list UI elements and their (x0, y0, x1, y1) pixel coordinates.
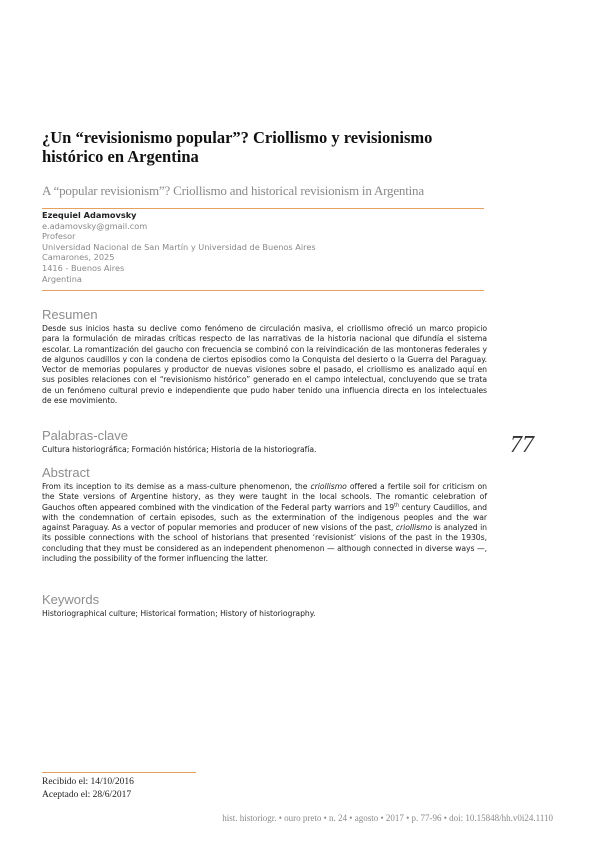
footer-divider (42, 772, 196, 773)
abstract-heading: Abstract (42, 465, 90, 480)
palabras-clave-heading: Palabras-clave (42, 428, 128, 443)
abstract-text (42, 482, 487, 564)
article-title: ¿Un “revisionismo popular”? Criollismo y revisionismo histórico en Argentina (42, 128, 433, 166)
abstract-term-criollismo-1: criollismo (310, 482, 347, 491)
author-name: Ezequiel Adamovsky (42, 210, 137, 220)
author-email[interactable]: e.adamovsky@gmail.com (42, 220, 148, 231)
palabras-clave-text: Cultura historiográfica; Formación histórica; Historia de la historiografía. (42, 445, 317, 454)
keywords-section (42, 593, 487, 619)
submission-dates (42, 776, 242, 802)
resumen-text: Desde sus inicios hasta su declive como fenómeno de circulación masiva, el criollismo ofreció un marco propicio para la formulación de miradas críticas respecto de las narrativas de la historia nacional que difundía el sistema escolar. La romantización del gaucho con frecuencia se combinó con la reivindicación de las montoneras federales y de algunos caudillos y con la condena de ciertos episodios como la Conquista del desierto o la Guerra del Paraguay. Vector de memorias populares y productor de nuevas visiones sobre el pasado, el criollismo es analizado aquí en sus posibles relaciones con el “revisionismo histórico” generado en el campo intelectual, concluyendo que se trata de un fenómeno cultural previo e independiente que pudo haber tenido una influencia directa en los intelectuales de ese movimiento. (42, 324, 487, 406)
keywords-text: Historiographical culture; Historical formation; History of historiography. (42, 609, 316, 618)
keywords-heading: Keywords (42, 592, 100, 607)
author-street: Camarones, 2025 (42, 252, 115, 263)
journal-citation: hist. historiogr. • ouro preto • n. 24 • agosto • 2017 • p. 77-96 • doi: 10.15848/hh.v0i24.1110 (222, 813, 553, 823)
abstract-term-criollismo-2: criollismo (395, 523, 433, 533)
abstract-text-part4: is analyzed in its possible connections with the school of historians that presented ‘revisionist’ visions of the past in the 1930s, concluding that they must be considered as an independent phenomenon — although connected in diverse ways —, including the possibility of the former influencing the latter. (42, 523, 487, 564)
author-role: Profesor (42, 231, 76, 242)
abstract-superscript: th (394, 502, 400, 509)
abstract-text-part1: From its inception to its demise as a mass-culture phenomenon, the (42, 482, 311, 491)
header-divider-top (42, 208, 484, 209)
abstract-text-part2: offered a fertile soil for criticism on the State versions of Argentine history, as they were taught in the local schools. The romantic celebration of Gauchos often appeared combined with the vindication of the Federal party warriors and 19 (42, 482, 488, 512)
abstract-section (42, 466, 487, 564)
author-block (42, 210, 482, 284)
resumen-section (42, 308, 487, 406)
received-date: Recibido el: 14/10/2016 (42, 777, 134, 787)
abstract-text-part3: century Caudillos, and with the condemnation of certain episodes, such as the extermination of the indigenous peoples and the war against Paraguay. As a vector of popular memories and producer of new visions of the past, (42, 502, 487, 533)
page-number: 77 (510, 432, 534, 458)
resumen-heading: Resumen (42, 307, 98, 322)
article-subtitle: A “popular revisionism”? Criollismo and historical revisionism in Argentina (42, 183, 424, 198)
author-country: Argentina (42, 273, 82, 284)
header-divider-bottom (42, 290, 484, 291)
author-city: 1416 - Buenos Aires (42, 262, 125, 273)
author-institution: Universidad Nacional de San Martín y Universidad de Buenos Aires (42, 241, 316, 252)
accepted-date: Aceptado el: 28/6/2017 (42, 790, 132, 800)
palabras-clave-section (42, 429, 487, 455)
